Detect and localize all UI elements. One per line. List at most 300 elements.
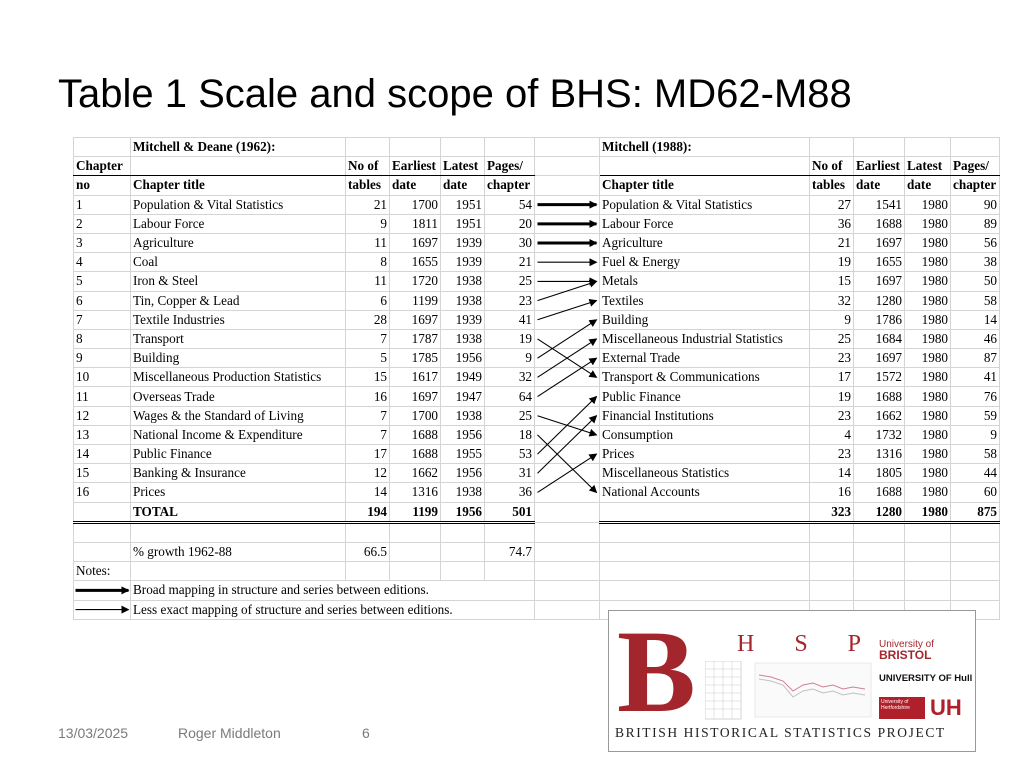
tables-count: 19 [810, 253, 854, 272]
latest-date: 1980 [905, 406, 951, 425]
earliest-date: 1688 [390, 425, 441, 444]
tables-count: 14 [346, 483, 390, 502]
cell [535, 138, 600, 157]
logo-letters: H S P [737, 631, 862, 657]
chapter-title: Building [600, 310, 810, 329]
header-tables-sub: tables [346, 176, 390, 195]
earliest-date: 1697 [854, 349, 905, 368]
footer-date: 13/03/2025 [58, 725, 129, 741]
chapter-title: Textiles [600, 291, 810, 310]
latest-date: 1947 [441, 387, 485, 406]
cell [905, 581, 951, 600]
pages-per-chapter: 31 [485, 464, 535, 483]
chapter-title: National Accounts [600, 483, 810, 502]
cell [346, 562, 390, 581]
chapter-no: 1 [74, 195, 131, 214]
legend-row-broad [74, 581, 1000, 600]
mapping-gutter [535, 272, 600, 291]
chapter-row [74, 406, 1000, 425]
header-tables: No of [810, 157, 854, 176]
latest-date: 1980 [905, 272, 951, 291]
chapter-title: Building [131, 349, 346, 368]
chapter-no: 16 [74, 483, 131, 502]
chapter-title: Public Finance [131, 445, 346, 464]
legend-exact-arrow-cell [74, 600, 131, 619]
chapter-no: 13 [74, 425, 131, 444]
growth-pages: 74.7 [485, 542, 535, 561]
chapter-title: Agriculture [600, 233, 810, 252]
cell [485, 138, 535, 157]
latest-date: 1980 [905, 425, 951, 444]
university-of-hull-logo: UNIVERSITY OF Hull [879, 673, 973, 684]
tables-count: 4 [810, 425, 854, 444]
earliest-date: 1199 [390, 291, 441, 310]
pages-per-chapter: 44 [951, 464, 1000, 483]
left-heading: Mitchell & Deane (1962): [131, 138, 346, 157]
chapter-title: Textile Industries [131, 310, 346, 329]
tables-count: 15 [810, 272, 854, 291]
pages-per-chapter: 23 [485, 291, 535, 310]
header-date-sub: date [905, 176, 951, 195]
earliest-date: 1684 [854, 329, 905, 348]
latest-date: 1951 [441, 214, 485, 233]
total-tables: 194 [346, 502, 390, 522]
cell [905, 522, 951, 542]
university-of-bristol-logo [879, 639, 934, 662]
chapter-no: 8 [74, 329, 131, 348]
cell [390, 522, 441, 542]
pages-per-chapter: 25 [485, 272, 535, 291]
mapping-gutter [535, 387, 600, 406]
header-title: Chapter title [600, 176, 810, 195]
earliest-date: 1541 [854, 195, 905, 214]
chapter-row [74, 464, 1000, 483]
cell [131, 562, 346, 581]
tables-count: 25 [810, 329, 854, 348]
chapter-title: Prices [600, 445, 810, 464]
total-pages: 875 [951, 502, 1000, 522]
chapter-no: 9 [74, 349, 131, 368]
chapter-title: National Income & Expenditure [131, 425, 346, 444]
chapter-title: Labour Force [600, 214, 810, 233]
earliest-date: 1316 [390, 483, 441, 502]
header-title: Chapter title [131, 176, 346, 195]
chapter-title: Iron & Steel [131, 272, 346, 291]
mapping-gutter [535, 445, 600, 464]
earliest-date: 1688 [854, 214, 905, 233]
earliest-date: 1732 [854, 425, 905, 444]
tables-count: 8 [346, 253, 390, 272]
chapter-row [74, 445, 1000, 464]
latest-date: 1956 [441, 349, 485, 368]
chapter-title: Public Finance [600, 387, 810, 406]
mapping-gutter [535, 310, 600, 329]
cell [951, 562, 1000, 581]
latest-date: 1980 [905, 195, 951, 214]
chapter-title: Financial Institutions [600, 406, 810, 425]
earliest-date: 1697 [390, 310, 441, 329]
latest-date: 1980 [905, 291, 951, 310]
header-date-sub: date [390, 176, 441, 195]
pages-per-chapter: 38 [951, 253, 1000, 272]
earliest-date: 1697 [390, 387, 441, 406]
mapping-gutter [535, 349, 600, 368]
tables-count: 23 [810, 406, 854, 425]
earliest-date: 1786 [854, 310, 905, 329]
chapter-title: Prices [131, 483, 346, 502]
tables-count: 19 [810, 387, 854, 406]
latest-date: 1949 [441, 368, 485, 387]
pages-per-chapter: 21 [485, 253, 535, 272]
cell [390, 542, 441, 561]
cell [905, 542, 951, 561]
tables-count: 7 [346, 329, 390, 348]
tables-count: 32 [810, 291, 854, 310]
tables-count: 7 [346, 406, 390, 425]
pages-per-chapter: 25 [485, 406, 535, 425]
total-tables: 323 [810, 502, 854, 522]
latest-date: 1980 [905, 464, 951, 483]
header-no: no [74, 176, 131, 195]
latest-date: 1980 [905, 310, 951, 329]
cell [346, 522, 390, 542]
header-tables: No of [346, 157, 390, 176]
chapter-no: 11 [74, 387, 131, 406]
pages-per-chapter: 64 [485, 387, 535, 406]
tables-count: 12 [346, 464, 390, 483]
chapter-row [74, 214, 1000, 233]
header-pages: Pages/ [951, 157, 1000, 176]
pages-per-chapter: 41 [485, 310, 535, 329]
earliest-date: 1697 [854, 272, 905, 291]
tables-count: 9 [810, 310, 854, 329]
latest-date: 1939 [441, 310, 485, 329]
tables-count: 21 [810, 233, 854, 252]
pages-per-chapter: 32 [485, 368, 535, 387]
pages-per-chapter: 56 [951, 233, 1000, 252]
cell [854, 138, 905, 157]
latest-date: 1980 [905, 329, 951, 348]
pages-per-chapter: 30 [485, 233, 535, 252]
chapter-title: Wages & the Standard of Living [131, 406, 346, 425]
latest-date: 1955 [441, 445, 485, 464]
mapping-gutter [535, 406, 600, 425]
chapter-title: Population & Vital Statistics [600, 195, 810, 214]
notes-row [74, 562, 1000, 581]
cell [535, 600, 600, 619]
tables-count: 17 [810, 368, 854, 387]
earliest-date: 1316 [854, 445, 905, 464]
uh-monogram: UH [930, 695, 962, 720]
chapter-row [74, 253, 1000, 272]
chapter-row [74, 310, 1000, 329]
chapter-title: Coal [131, 253, 346, 272]
header-chapter-sub: chapter [951, 176, 1000, 195]
cell [854, 562, 905, 581]
chapter-title: Overseas Trade [131, 387, 346, 406]
chapter-title: Fuel & Energy [600, 253, 810, 272]
pages-per-chapter: 76 [951, 387, 1000, 406]
cell [535, 157, 600, 176]
cell [951, 581, 1000, 600]
chapter-title: Miscellaneous Statistics [600, 464, 810, 483]
mapping-gutter [535, 253, 600, 272]
growth-tables: 66.5 [346, 542, 390, 561]
cell [390, 562, 441, 581]
latest-date: 1938 [441, 329, 485, 348]
chapter-row [74, 349, 1000, 368]
earliest-date: 1662 [854, 406, 905, 425]
header-latest: Latest [441, 157, 485, 176]
growth-label: % growth 1962-88 [131, 542, 346, 561]
logo-caption: BRITISH HISTORICAL STATISTICS PROJECT [615, 725, 946, 740]
cell [600, 542, 810, 561]
earliest-date: 1280 [854, 291, 905, 310]
earliest-date: 1697 [390, 233, 441, 252]
cell [346, 138, 390, 157]
chapter-title: Miscellaneous Industrial Statistics [600, 329, 810, 348]
tables-count: 14 [810, 464, 854, 483]
chapter-title: External Trade [600, 349, 810, 368]
pages-per-chapter: 41 [951, 368, 1000, 387]
tables-count: 7 [346, 425, 390, 444]
tables-count: 27 [810, 195, 854, 214]
slide-title: Table 1 Scale and scope of BHS: MD62-M88 [58, 72, 852, 116]
tables-count: 16 [346, 387, 390, 406]
chapter-title: Banking & Insurance [131, 464, 346, 483]
earliest-date: 1662 [390, 464, 441, 483]
mapping-gutter [535, 195, 600, 214]
header-blank [600, 157, 810, 176]
cell [600, 562, 810, 581]
pages-per-chapter: 20 [485, 214, 535, 233]
latest-date: 1980 [905, 445, 951, 464]
pages-per-chapter: 60 [951, 483, 1000, 502]
cell [485, 522, 535, 542]
pages-per-chapter: 87 [951, 349, 1000, 368]
cell [810, 138, 854, 157]
cell [854, 522, 905, 542]
cell [951, 522, 1000, 542]
cell [535, 176, 600, 195]
header-chapter: Chapter [74, 157, 131, 176]
chapter-row [74, 329, 1000, 348]
cell [74, 542, 131, 561]
earliest-date: 1697 [854, 233, 905, 252]
chapter-row [74, 291, 1000, 310]
chapter-comparison-table [73, 137, 999, 618]
tables-count: 23 [810, 445, 854, 464]
total-row [74, 502, 1000, 522]
cell [810, 522, 854, 542]
cell [441, 522, 485, 542]
earliest-date: 1688 [854, 387, 905, 406]
latest-date: 1939 [441, 253, 485, 272]
header-row-top [74, 157, 1000, 176]
earliest-date: 1785 [390, 349, 441, 368]
cell [535, 522, 600, 542]
tables-count: 11 [346, 272, 390, 291]
cell [810, 581, 854, 600]
tables-count: 17 [346, 445, 390, 464]
tables-count: 23 [810, 349, 854, 368]
mapping-gutter [535, 291, 600, 310]
cell [810, 562, 854, 581]
earliest-date: 1688 [390, 445, 441, 464]
pages-per-chapter: 18 [485, 425, 535, 444]
latest-date: 1939 [441, 233, 485, 252]
cell [535, 542, 600, 561]
pages-per-chapter: 58 [951, 445, 1000, 464]
mapping-gutter [535, 329, 600, 348]
pages-per-chapter: 90 [951, 195, 1000, 214]
chapter-row [74, 195, 1000, 214]
pages-per-chapter: 58 [951, 291, 1000, 310]
chapter-no: 6 [74, 291, 131, 310]
total-earliest: 1199 [390, 502, 441, 522]
header-latest: Latest [905, 157, 951, 176]
cell [951, 542, 1000, 561]
growth-row [74, 542, 1000, 561]
earliest-date: 1617 [390, 368, 441, 387]
chapter-no: 10 [74, 368, 131, 387]
header-date-sub: date [441, 176, 485, 195]
chapter-row [74, 368, 1000, 387]
chapter-title: Transport [131, 329, 346, 348]
latest-date: 1956 [441, 425, 485, 444]
cell [810, 542, 854, 561]
header-earliest: Earliest [854, 157, 905, 176]
earliest-date: 1700 [390, 406, 441, 425]
chapter-title: Transport & Communications [600, 368, 810, 387]
cell [441, 562, 485, 581]
latest-date: 1980 [905, 368, 951, 387]
pages-per-chapter: 9 [951, 425, 1000, 444]
pages-per-chapter: 9 [485, 349, 535, 368]
mapping-gutter [535, 425, 600, 444]
bhsp-logo [608, 606, 976, 752]
cell [854, 581, 905, 600]
mapping-gutter [535, 214, 600, 233]
logo-table-chart-graphic [705, 661, 873, 721]
cell [854, 542, 905, 561]
earliest-date: 1805 [854, 464, 905, 483]
chapter-title: Population & Vital Statistics [131, 195, 346, 214]
cell [441, 542, 485, 561]
tables-count: 28 [346, 310, 390, 329]
blank-row [74, 522, 1000, 542]
chapter-no: 5 [74, 272, 131, 291]
latest-date: 1980 [905, 253, 951, 272]
tables-count: 9 [346, 214, 390, 233]
chapter-row [74, 387, 1000, 406]
cell [600, 522, 810, 542]
pages-per-chapter: 19 [485, 329, 535, 348]
cell [600, 502, 810, 522]
mapping-gutter [535, 483, 600, 502]
tables-count: 16 [810, 483, 854, 502]
latest-date: 1938 [441, 291, 485, 310]
chapter-no: 15 [74, 464, 131, 483]
chapter-row [74, 483, 1000, 502]
chapter-no: 14 [74, 445, 131, 464]
cell [441, 138, 485, 157]
tables-count: 15 [346, 368, 390, 387]
chapter-no: 4 [74, 253, 131, 272]
bristol-top-text: University of [879, 639, 935, 650]
chapter-title: Labour Force [131, 214, 346, 233]
pages-per-chapter: 36 [485, 483, 535, 502]
logo-letter-b: B [617, 606, 696, 737]
latest-date: 1980 [905, 349, 951, 368]
cell [485, 562, 535, 581]
total-latest: 1956 [441, 502, 485, 522]
pages-per-chapter: 54 [485, 195, 535, 214]
header-blank [131, 157, 346, 176]
cell [74, 138, 131, 157]
latest-date: 1938 [441, 272, 485, 291]
earliest-date: 1688 [854, 483, 905, 502]
cell [905, 562, 951, 581]
latest-date: 1938 [441, 406, 485, 425]
header-row-bottom [74, 176, 1000, 195]
chapter-title: Agriculture [131, 233, 346, 252]
chapter-no: 2 [74, 214, 131, 233]
header-earliest: Earliest [390, 157, 441, 176]
cell [535, 502, 600, 522]
latest-date: 1951 [441, 195, 485, 214]
heading-row [74, 138, 1000, 157]
chapter-row [74, 233, 1000, 252]
mapping-gutter [535, 368, 600, 387]
total-label: TOTAL [131, 502, 346, 522]
legend-broad-arrow-cell [74, 581, 131, 600]
mapping-gutter [535, 233, 600, 252]
earliest-date: 1655 [390, 253, 441, 272]
latest-date: 1980 [905, 214, 951, 233]
pages-per-chapter: 14 [951, 310, 1000, 329]
chapter-title: Consumption [600, 425, 810, 444]
university-of-hertfordshire-logo: University of Hertfordshire [879, 697, 925, 719]
legend-broad-text: Broad mapping in structure and series between editions. [131, 581, 535, 600]
cell [535, 581, 600, 600]
cell [131, 522, 346, 542]
chapter-title: Metals [600, 272, 810, 291]
total-latest: 1980 [905, 502, 951, 522]
total-pages: 501 [485, 502, 535, 522]
header-chapter-sub: chapter [485, 176, 535, 195]
earliest-date: 1787 [390, 329, 441, 348]
pages-per-chapter: 53 [485, 445, 535, 464]
cell [905, 138, 951, 157]
header-tables-sub: tables [810, 176, 854, 195]
tables-count: 36 [810, 214, 854, 233]
chapter-title: Tin, Copper & Lead [131, 291, 346, 310]
notes-label: Notes: [74, 562, 131, 581]
sheet-grid [73, 137, 1000, 620]
cell [951, 138, 1000, 157]
header-date-sub: date [854, 176, 905, 195]
bristol-name-text: BRISTOL [879, 648, 932, 662]
total-earliest: 1280 [854, 502, 905, 522]
header-pages: Pages/ [485, 157, 535, 176]
footer-author: Roger Middleton [178, 725, 281, 741]
earliest-date: 1655 [854, 253, 905, 272]
tables-count: 6 [346, 291, 390, 310]
chapter-title: Miscellaneous Production Statistics [131, 368, 346, 387]
tables-count: 21 [346, 195, 390, 214]
pages-per-chapter: 59 [951, 406, 1000, 425]
